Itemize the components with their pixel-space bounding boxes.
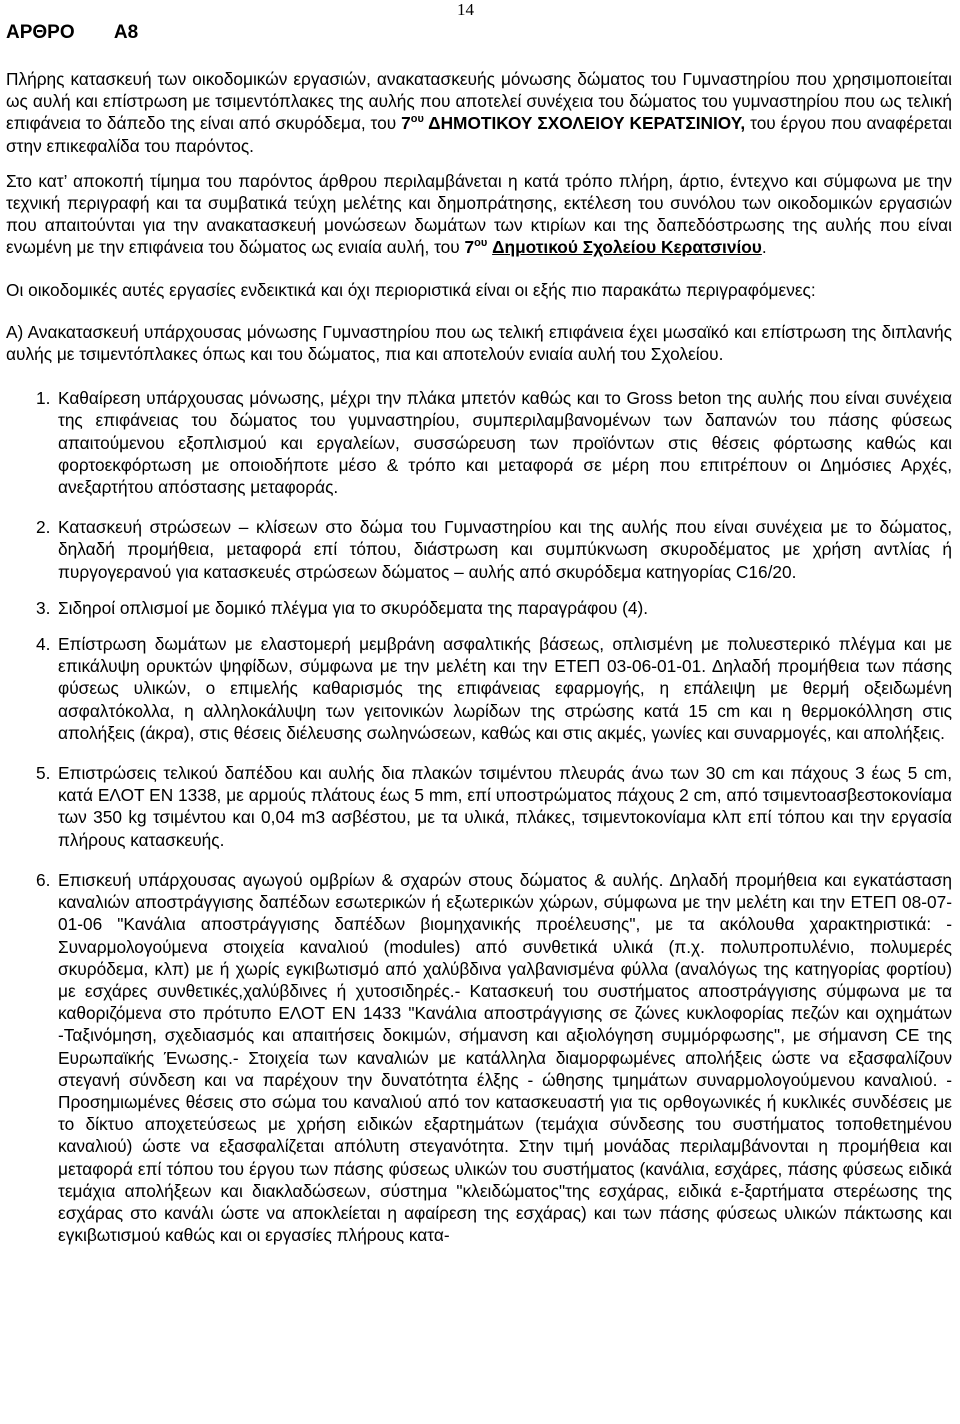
article-label: ΑΡΘΡΟ: [6, 22, 75, 43]
intro-text: Πλήρης κατασκευή των οικοδομικών εργασιών, ανακατασκευής μόνωσης δώματος του Γυμναστηρίου που χρησιμοποιείται ως αυλή και επίστρωση με τσιμεντόπλακες της αυλής που αποτελεί συνέχεια του δώματος του γυμναστηρίου που ως τελική επιφάνεια το δάπεδο της είναι από σκυρόδεμα, του: [6, 69, 952, 134]
document-body: [6, 68, 952, 1246]
page-number: 14: [457, 0, 474, 19]
scope-school-name: Δημοτικού Σχολείου Κερατσινίου: [492, 237, 762, 258]
list-item-number: 4.: [36, 634, 51, 655]
list-item-text: Σιδηροί οπλισμοί με δομικό πλέγμα για το σκυρόδεματα της παραγράφου (4).: [58, 597, 649, 618]
scope-text: Στο κατ’ αποκοπή τίμημα του παρόντος άρθρου περιλαμβάνεται η κατά τρόπο πλήρη, άρτιο, έντεχνο και σύμφωνα με την τεχνική περιγραφή και τα συμβατικά τεύχη μελέτης και δημοπράτησης, εκτέλεση του συνόλου των οικοδομικών εργασιών που απαιτούνται για την ανακατασκευή μονώσεων δωμάτων των κτιρίων και της δαπεδόστρωσης της αυλής που είναι ενωμένη με την επιφάνεια του δώματος ως ενιαία αυλή, του: [6, 170, 952, 258]
list-item-text: Καθαίρεση υπάρχουσας μόνωσης, μέχρι την πλάκα μπετόν καθώς και το Gross beton της αυλής που είναι συνέχεια της επιφάνειας του δώματος του γυμναστηρίου, συμπεριλαμβανομένων των δαπανών του πάσης φύσεως απαιτούμενου εξοπλισμού και εργαλείων, συσσώρευση των προϊόντων στις θέσεις φόρτωσης καθώς και φορτοεκφόρτωση με οποιοδήποτε μέσο & τρόπο και μεταφορά σε μέρη που επιτρέπουν οι Δημόσιες Αρχές, ανεξαρτήτου απόστασης μεταφοράς.: [58, 388, 952, 498]
scope-text-end: .: [761, 237, 767, 258]
scope-ordinal-suffix: ου: [474, 237, 488, 250]
intro-paragraph: [6, 68, 952, 157]
list-item-text: Επιστρώσεις τελικού δαπέδου και αυλής δια πλακών τσιμέντου πλευράς άνω των 30 cm και πάχους 3 έως 5 cm, κατά ΕΛΟΤ ΕΝ 1338, με αρμούς πλάτους έως 5 mm, επί υποστρώματος πάχους 2 cm, από τσιμεντοασβεστοκονίαμα των 350 kg τσιμέντου και 0,04 m3 ασβέστου, με τα υλικά, πλάκες, τσιμεντοκονίαμα κλπ επί τόπου και την εργασία πλήρους κατασκευής.: [58, 763, 952, 850]
scope-paragraph: [6, 170, 952, 259]
intro-text-end: του έργου που αναφέρεται στην επικεφαλίδα του παρόντος.: [6, 113, 952, 156]
school-ordinal: 7: [401, 113, 411, 134]
list-item: [6, 869, 952, 1246]
list-item: [6, 762, 952, 851]
list-item-number: 2.: [36, 517, 51, 538]
article-code: Α8: [113, 22, 139, 43]
list-item: [6, 597, 952, 619]
list-item: [6, 516, 952, 583]
list-item-text: Επισκευή υπάρχουσας αγωγού ομβρίων & σχαρών στους δώματος & αυλής. Δηλαδή προμήθεια και εγκατάσταση καναλιών αποστράγγισης δαπέδων εσωτερικών ή εξωτερικών χώρων, σύμφωνα με την μελέτη και την ΕΤΕΠ 08-07-01-06 "Κανάλια αποστράγγισης δαπέδων βιομηχανικής προέλευσης", με τα ακόλουθα χαρακτηριστικά: - Συναρμολογούμενα στοιχεία καναλιού (modules) από συνθετικά υλικά (π.χ. πολυπροπυλένιο, πολυμερές σκυρόδεμα, κλπ) με ή χωρίς εγκιβωτισμό από χαλύβδινα γαλβανισμένα φύλλα (αναλόγως της κατηγορίας φορτίου) με εσχάρες συνθετικές,χαλύβδινες ή χυτοσιδηρές.- Κατασκευή του συστήματος αποστράγγισης σύμφωνα με τα καθοριζόμενα στο πρότυπο ΕΛΟΤ ΕΝ 1433 "Κανάλια αποστράγγισης σε ζώνες κυκλοφορίας πεζών και οχημάτων -Ταξινόμηση, σχεδιασμός και απαιτήσεις δοκιμών, σήμανση και αξιολόγηση συμμόρφωσης", με σήμανση CE της Ευρωπαϊκής Ένωσης.- Στοιχεία των καναλιών με κατάλληλα διαμορφωμένες απολήξεις ώστε να εξασφαλίζουν στεγανή σύνδεση και να παρέχουν την δυνατότητα έλξης - ώθησης τμημάτων συναρμολογούμενου καναλιού. - Προσημιωμένες θέσεις στο σώμα του καναλιού από τον κατασκευαστή για τις ορθογωνικές ή κυκλικές συνδέσεις με το δίκτυο αποχετεύσεως με χρήση ειδικών εξαρτημάτων (τεμάχια σύνδεσης του συστήματος τοποθετημένου καναλιού) ώστε να εξασφαλίζεται απόλυτη στεγανότητα. Στην τιμή μονάδας περιλαμβάνονται η προμήθεια και μεταφορά επί τόπου του έργου των πάσης φύσεως υλικών του συστήματος (κανάλια, εσχάρες, πάσης φύσεως ειδικά τεμάχια απολήξεων και διακλαδώσεων, σύστημα "κλειδώματος"της εσχάρας, ειδικά ε-ξαρτήματα στερέωσης της εσχάρας στο κανάλι ώστε να αποκλείεται η αφαίρεση της εσχάρας) και των πάσης φύσεως υλικών πάκτωσης και εγκιβωτισμού καθώς και οι εργασίες πλήρους κατα-: [58, 869, 952, 1246]
section-a-paragraph: Α) Ανακατασκευή υπάρχουσας μόνωσης Γυμναστηρίου που ως τελική επιφάνεια έχει μωσαϊκό και επίστρωση της διπλανής αυλής με τσιμεντόπλακες όπως και του δώματος, πια και αποτελούν ενιαία αυλή του Σχολείου.: [6, 321, 952, 365]
list-item-text: Επίστρωση δωμάτων με ελαστομερή μεμβράνη ασφαλτικής βάσεως, οπλισμένη με πολυεστερικό πλέγμα και με επικάλυψη ορυκτών ψηφίδων, σύμφωνα με την μελέτη και την ΕΤΕΠ 03-06-01-01. Δηλαδή προμήθεια των πάσης φύσεως υλικών, ο επιμελής καθαρισμός της επιφάνειας εφαρμογής, η επάλειψη με θερμή οξειδωμένη ασφαλτόκολλα, η αλληλοκάλυψη των γειτονικών λωρίδων της στρώσης κατά 15 cm και η θερμοκόλληση στις απολήξεις (άκρα), στις θέσεις διέλευσης σωληνώσεων, καθώς και στις ακμές, γωνίες και συναρμογές, και απολήξεις.: [58, 634, 952, 743]
works-intro-paragraph: Οι οικοδομικές αυτές εργασίες ενδεικτικά και όχι περιοριστικά είναι οι εξής πιο παρακάτω περιγραφόμενες:: [6, 279, 816, 300]
article-header: [6, 22, 138, 44]
list-item-number: 3.: [36, 597, 51, 618]
list-item-text: Κατασκευή στρώσεων – κλίσεων στο δώμα του Γυμναστηρίου και της αυλής που είναι συνέχεια με το δώματος, δηλαδή προμήθεια, μεταφορά επί τόπου, διάστρωση και συμπύκνωση σκυροδέματος με χρήση αντλίας ή πυργογερανού για κατασκευές στρώσεων δώματος – αυλής από σκυρόδεμα κατηγορίας C16/20.: [58, 517, 952, 582]
list-item: [6, 387, 952, 498]
scope-ordinal: 7: [464, 237, 475, 258]
list-item-number: 1.: [36, 388, 51, 409]
school-name-caps: ΔΗΜΟΤΙΚΟΥ ΣΧΟΛΕΙΟΥ ΚΕΡΑΤΣΙΝΙΟΥ,: [423, 113, 746, 134]
list-item-number: 5.: [36, 763, 51, 784]
works-list: [6, 387, 952, 1246]
list-item: [6, 633, 952, 744]
list-item-number: 6.: [36, 869, 51, 890]
school-ordinal-suffix: ου: [410, 113, 424, 126]
